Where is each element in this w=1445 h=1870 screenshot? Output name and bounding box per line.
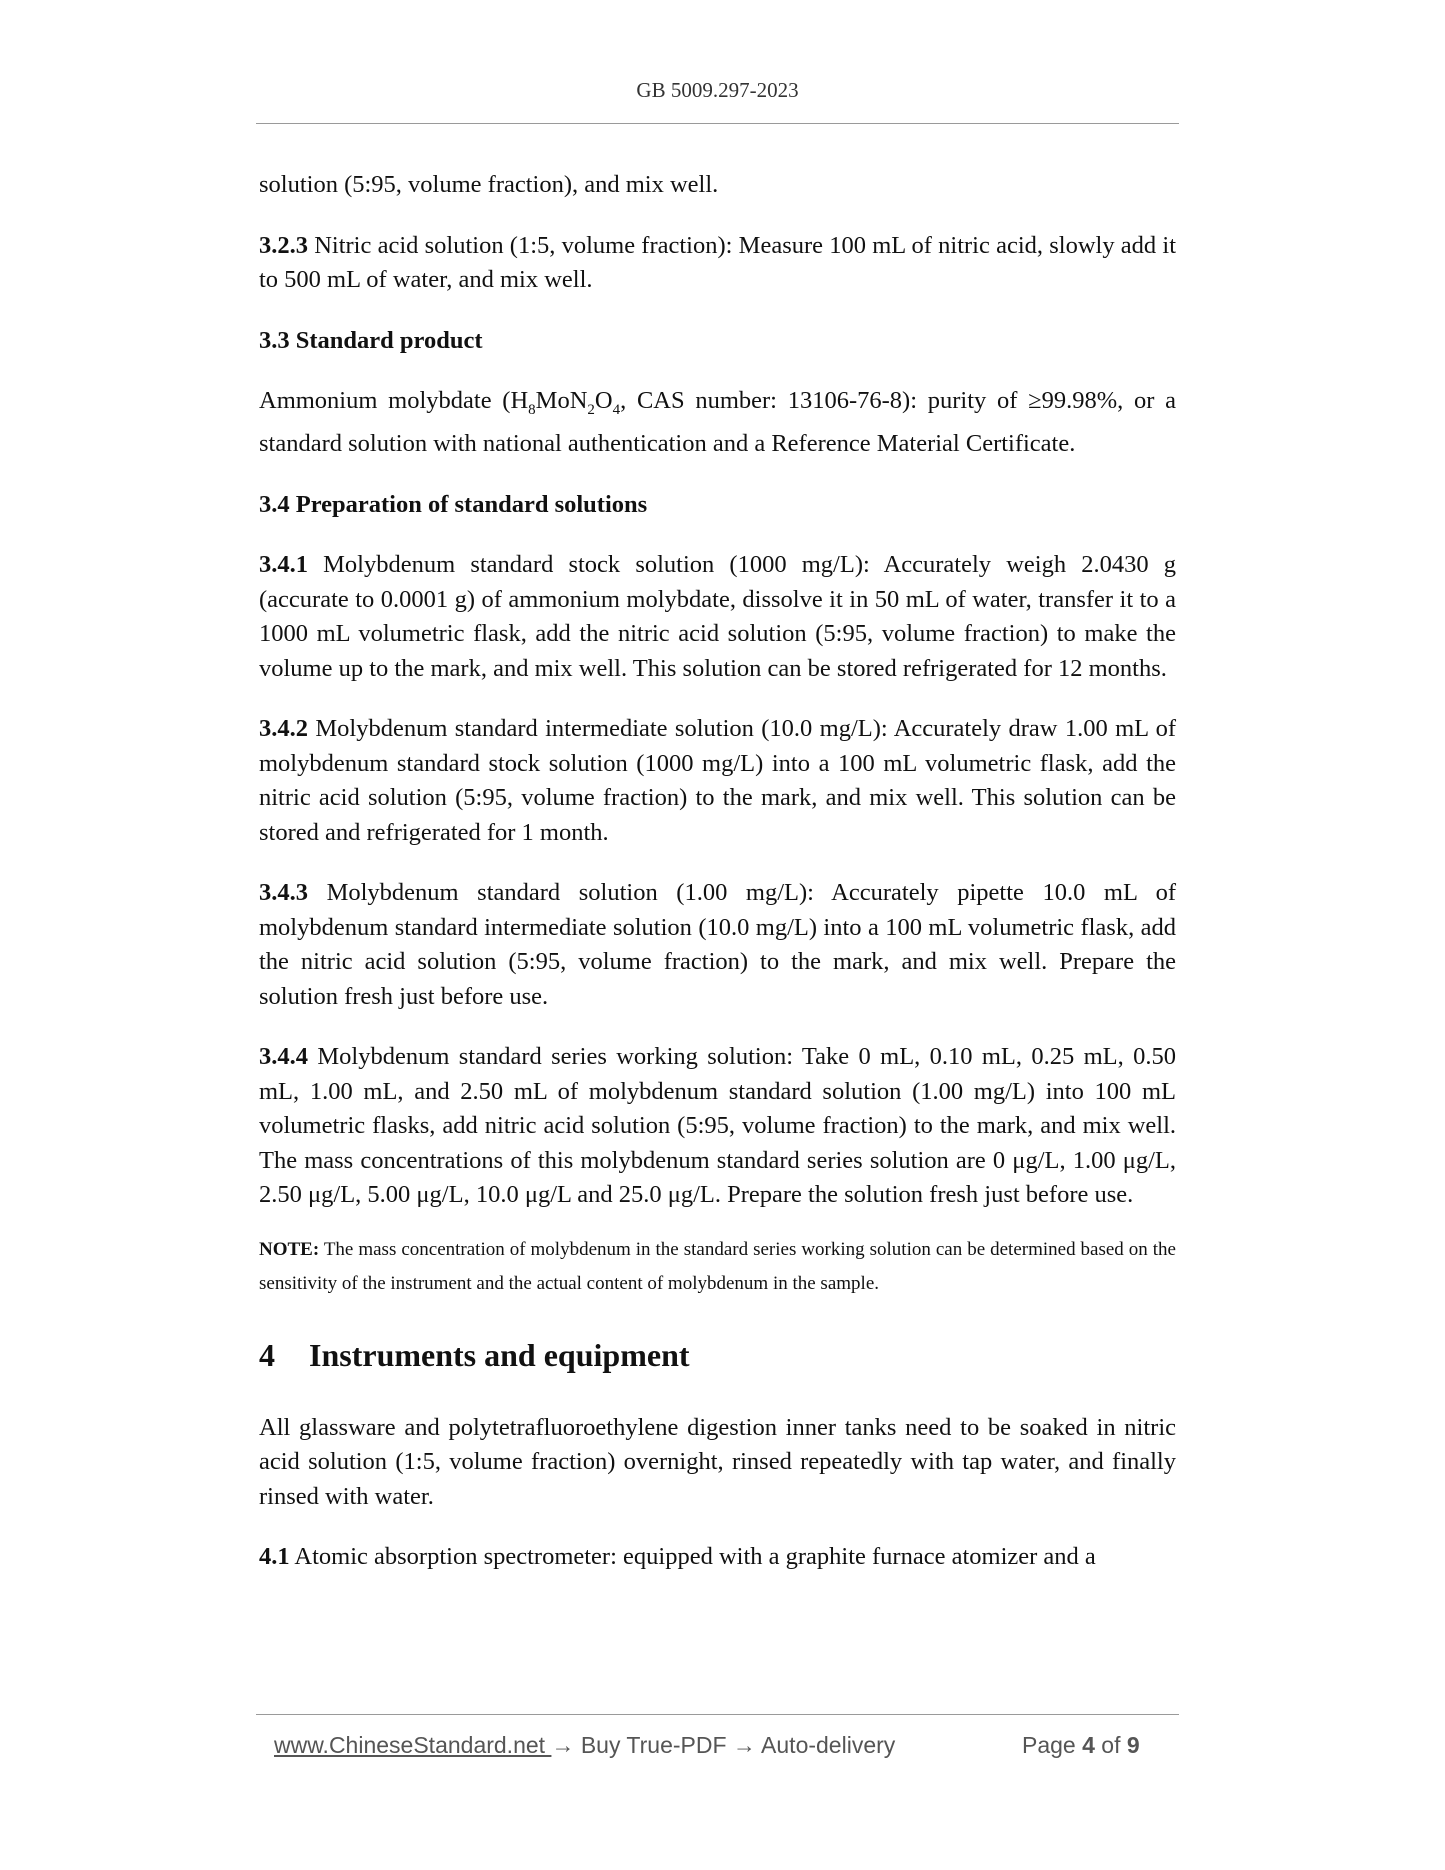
clause-number: 3.2.3 (259, 231, 308, 259)
subscript: 4 (612, 401, 621, 418)
website-link[interactable]: www.ChineseStandard.net (274, 1732, 552, 1758)
page-label: Page (1022, 1732, 1083, 1758)
section-number: 4 (259, 1336, 275, 1373)
clause-text: Nitric acid solution (1:5, volume fraction): Measure 100 mL of nitric acid, slowly add it to 500 mL of water, and mix well. (259, 231, 1176, 293)
document-header: GB 5009.297-2023 (636, 78, 799, 102)
clause-number: 3.4.4 (259, 1043, 308, 1071)
section-title: Instruments and equipment (309, 1336, 690, 1373)
clause-number: 3.4.1 (259, 551, 308, 579)
clause-3-4-1 (259, 548, 1176, 686)
clause-text: Molybdenum standard solution (1.00 mg/L): Accurately pipette 10.0 mL of molybdenum standard intermediate solution (10.0 mg/L) into a 100 mL volumetric flask, add the nitric acid solution (5:95, volume fraction) to the mark, and mix well. Prepare the solution fresh just before use. (259, 879, 1176, 1010)
footer-divider (256, 1714, 1179, 1715)
note (259, 1233, 1176, 1301)
document-body (259, 168, 1176, 1575)
page-indicator (1022, 1732, 1140, 1759)
paragraph-standard-product (259, 384, 1176, 462)
heading-3-3: 3.3 Standard product (259, 326, 483, 354)
clause-text: Molybdenum standard stock solution (1000 mg/L): Accurately weigh 2.0430 g (accurate to 0.0001 g) of ammonium molybdate, dissolve it in 50 mL of water, transfer it to a 1000 mL volumetric flask, add the nitric acid solution (5:95, volume fraction) to make the volume up to the mark, and mix well. This solution can be stored refrigerated for 12 months. (259, 551, 1176, 682)
clause-3-4-2 (259, 712, 1176, 850)
clause-number: 4.1 (259, 1543, 290, 1571)
page-number: 4 (1082, 1732, 1095, 1758)
buy-text: → Buy True-PDF → Auto-delivery (551, 1732, 896, 1758)
clause-number: 3.4.3 (259, 879, 308, 907)
text-run: , CAS number: 13106-76-8): purity of ≥99.98%, or a standard solution with national authentication and a Reference Material Certificate. (259, 387, 1176, 458)
of-label: of (1094, 1732, 1127, 1758)
clause-text: Atomic absorption spectrometer: equipped with a graphite furnace atomizer and a (289, 1543, 1096, 1571)
paragraph-glassware: All glassware and polytetrafluoroethylene digestion inner tanks need to be soaked in nitric acid solution (1:5, volume fraction) overnight, rinsed repeatedly with tap water, and finally rinsed with water. (259, 1413, 1176, 1510)
text-run: Ammonium molybdate (H (259, 387, 529, 414)
clause-number: 3.4.2 (259, 715, 308, 743)
clause-4-1 (259, 1540, 1176, 1575)
section-heading-4 (259, 1335, 1176, 1375)
page-total: 9 (1126, 1732, 1140, 1758)
note-text: The mass concentration of molybdenum in the standard series working solution can be determined based on the sensitivity of the instrument and the actual content of molybdenum in the sample. (259, 1238, 1176, 1294)
clause-3-4-4 (259, 1040, 1176, 1213)
note-label: NOTE: (259, 1238, 320, 1260)
header-divider (256, 123, 1179, 124)
clause-text: Molybdenum standard intermediate solution (10.0 mg/L): Accurately draw 1.00 mL of molybdenum standard stock solution (1000 mg/L) into a 100 mL volumetric flask, add the nitric acid solution (5:95, volume fraction) to the mark, and mix well. This solution can be stored and refrigerated for 1 month. (259, 715, 1176, 846)
subscript: 8 (528, 401, 536, 418)
clause-3-4-3 (259, 876, 1176, 1014)
text-run: MoN (535, 387, 588, 414)
clause-3-2-3 (259, 229, 1176, 298)
text-run: O (594, 387, 613, 414)
clause-text: Molybdenum standard series working solution: Take 0 mL, 0.10 mL, 0.25 mL, 0.50 mL, 1.00 mL, and 2.50 mL of molybdenum standard solution (1.00 mg/L) into 100 mL volumetric flasks, add nitric acid solution (5:95, volume fraction) to the mark, and mix well. The mass concentrations of this molybdenum standard series solution are 0 μg/L, 1.00 μg/L, 2.50 μg/L, 5.00 μg/L, 10.0 μg/L and 25.0 μg/L. Prepare the solution fresh just before use. (259, 1043, 1176, 1209)
footer (274, 1732, 1164, 1759)
paragraph-continuation: solution (5:95, volume fraction), and mix well. (259, 171, 719, 198)
heading-3-4: 3.4 Preparation of standard solutions (259, 490, 648, 518)
subscript: 2 (587, 401, 595, 418)
